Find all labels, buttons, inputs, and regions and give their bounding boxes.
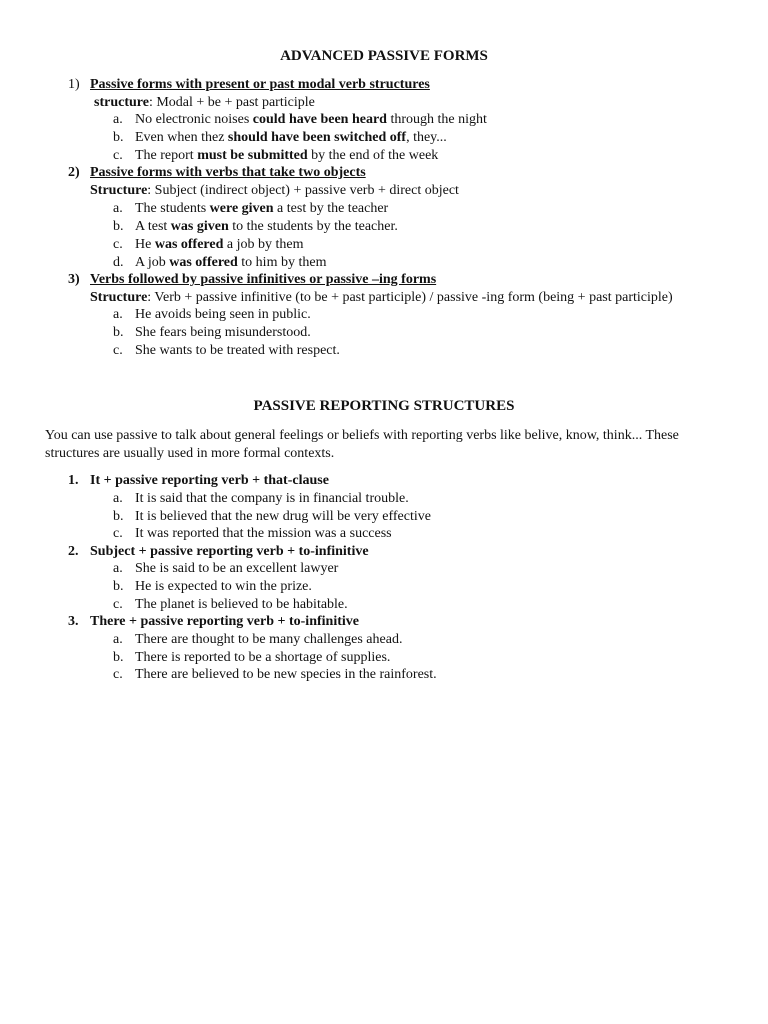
example-line: No electronic noises could have been heard through the night — [135, 112, 487, 127]
intro-line: structures are usually used in more formal contexts. — [45, 445, 335, 461]
example-line: There are believed to be new species in the rainforest. — [135, 667, 437, 682]
example-line: She fears being misunderstood. — [135, 325, 311, 340]
example-letter: b. — [113, 509, 124, 524]
list-number: 1. — [68, 473, 79, 488]
example-letter: c. — [113, 237, 123, 252]
item-heading: Subject + passive reporting verb + to-infinitive — [90, 544, 369, 559]
structure-line — [90, 182, 459, 199]
example-letter: a. — [113, 112, 123, 127]
intro-line: You can use passive to talk about general feelings or beliefs with reporting verbs like belive, know, think... These — [45, 428, 679, 443]
example-line: She is said to be an excellent lawyer — [135, 561, 339, 576]
example-line: The planet is believed to be habitable. — [135, 597, 348, 612]
example-line: It is said that the company is in financial trouble. — [135, 491, 409, 506]
structure-text: : Verb + passive infinitive (to be + past participle) / passive -ing form (being + past participle) — [147, 290, 673, 305]
structure-label: structure — [94, 95, 149, 110]
example-letter: a. — [113, 307, 123, 322]
example-letter: d. — [113, 255, 124, 270]
example-letter: b. — [113, 219, 124, 234]
example-letter: a. — [113, 561, 123, 576]
structure-line — [94, 94, 315, 111]
example-letter: b. — [113, 650, 124, 665]
example-line: He is expected to win the prize. — [135, 579, 312, 594]
structure-line — [90, 289, 673, 306]
example-line: Even when thez should have been switched off, they... — [135, 130, 447, 145]
list-number: 1) — [68, 77, 80, 92]
item-heading: Passive forms with verbs that take two objects — [90, 165, 366, 180]
example-line: The report must be submitted by the end of the week — [135, 148, 439, 163]
section1-title: ADVANCED PASSIVE FORMS — [280, 48, 488, 64]
example-letter: b. — [113, 579, 124, 594]
example-line: There is reported to be a shortage of supplies. — [135, 650, 391, 665]
example-letter: c. — [113, 667, 123, 682]
item-heading: There + passive reporting verb + to-infinitive — [90, 614, 359, 629]
example-line: A test was given to the students by the teacher. — [135, 219, 398, 234]
item-heading: It + passive reporting verb + that-clause — [90, 473, 329, 488]
example-letter: c. — [113, 597, 123, 612]
example-letter: c. — [113, 526, 123, 541]
item-heading: Verbs followed by passive infinitives or passive –ing forms — [90, 272, 437, 287]
list-number: 3) — [68, 272, 80, 287]
intro-paragraph — [45, 427, 715, 462]
structure-text: : Subject (indirect object) + passive verb + direct object — [147, 183, 459, 198]
item-heading: Passive forms with present or past modal verb structures — [90, 77, 430, 92]
example-line: She wants to be treated with respect. — [135, 343, 340, 358]
example-letter: c. — [113, 148, 123, 163]
example-line: A job was offered to him by them — [135, 255, 327, 270]
example-line: There are thought to be many challenges ahead. — [135, 632, 403, 647]
structure-label: Structure — [90, 183, 148, 198]
example-line: He was offered a job by them — [135, 237, 304, 252]
example-line: The students were given a test by the teacher — [135, 201, 389, 216]
list-number: 3. — [68, 614, 79, 629]
structure-label: Structure — [90, 290, 148, 305]
example-line: It is believed that the new drug will be very effective — [135, 509, 431, 524]
example-letter: a. — [113, 201, 123, 216]
example-letter: a. — [113, 491, 123, 506]
list-number: 2. — [68, 544, 79, 559]
example-letter: b. — [113, 325, 124, 340]
example-letter: a. — [113, 632, 123, 647]
example-letter: b. — [113, 130, 124, 145]
example-letter: c. — [113, 343, 123, 358]
example-line: He avoids being seen in public. — [135, 307, 311, 322]
section2-title: PASSIVE REPORTING STRUCTURES — [253, 398, 515, 414]
structure-text: : Modal + be + past participle — [148, 95, 315, 110]
list-number: 2) — [68, 165, 80, 180]
example-line: It was reported that the mission was a success — [135, 526, 392, 541]
